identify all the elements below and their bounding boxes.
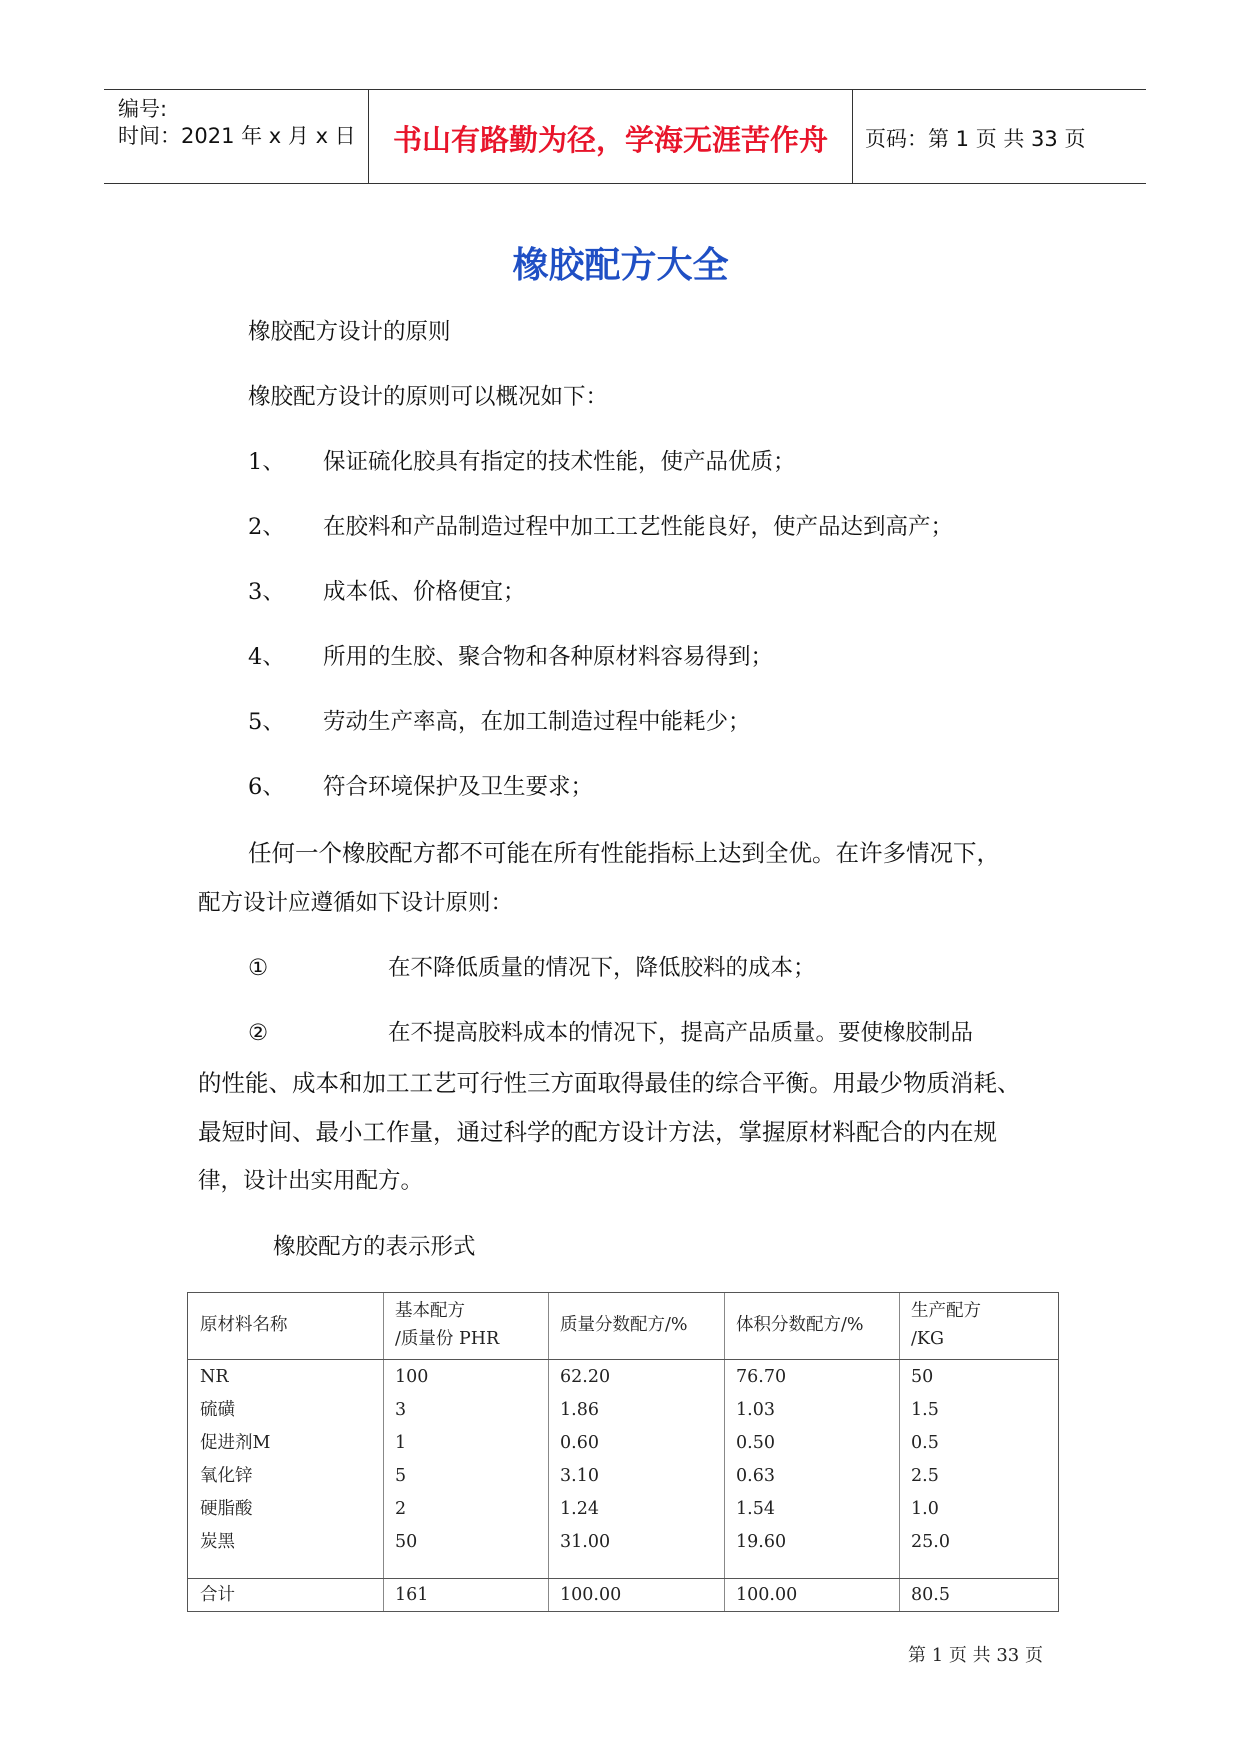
table-header: 质量分数配方/% xyxy=(560,1315,688,1335)
table-total-cell: 161 xyxy=(395,1585,429,1605)
circled-item-number: ② xyxy=(248,1020,269,1046)
table-cell: 促进剂M xyxy=(200,1433,271,1453)
list-item-number: 2、 xyxy=(248,514,285,540)
table-total-cell: 100.00 xyxy=(736,1585,798,1605)
table-cell: 1.0 xyxy=(911,1499,939,1519)
table-cell: 1.24 xyxy=(560,1499,599,1519)
table-cell: 硫磺 xyxy=(200,1400,235,1420)
circled-item-text: 在不降低质量的情况下，降低胶料的成本； xyxy=(388,955,816,981)
list-item-text: 劳动生产率高，在加工制造过程中能耗少； xyxy=(323,709,751,735)
table-cell: 0.60 xyxy=(560,1433,599,1453)
table-cell: 2 xyxy=(395,1499,407,1519)
table-cell: 硬脂酸 xyxy=(200,1499,253,1519)
list-item-number: 6、 xyxy=(248,774,285,800)
table-cell: 50 xyxy=(911,1367,934,1387)
circled-item-text: 在不提高胶料成本的情况下，提高产品质量。要使橡胶制品 xyxy=(388,1020,974,1046)
section-intro: 橡胶配方设计的原则可以概况如下： xyxy=(248,384,609,410)
table-cell: NR xyxy=(200,1367,229,1387)
formula-table xyxy=(187,1292,1059,1612)
table-cell: 62.20 xyxy=(560,1367,611,1387)
circled-item-number: ① xyxy=(248,955,269,981)
table-cell: 76.70 xyxy=(736,1367,787,1387)
list-item-number: 1、 xyxy=(248,449,285,475)
table-cell: 100 xyxy=(395,1367,429,1387)
table-cell: 3 xyxy=(395,1400,407,1420)
header-page-number: 页码：第 1 页 共 33 页 xyxy=(865,127,1086,151)
document-header xyxy=(104,89,1146,184)
table-header: 原材料名称 xyxy=(200,1315,288,1335)
table-cell: 1.5 xyxy=(911,1400,939,1420)
list-item-text: 成本低、价格便宜； xyxy=(323,579,526,605)
table-cell: 31.00 xyxy=(560,1532,611,1552)
paragraph-line: 任何一个橡胶配方都不可能在所有性能指标上达到全优。在许多情况下， xyxy=(248,839,1000,867)
section-heading-formats: 橡胶配方的表示形式 xyxy=(273,1234,476,1260)
table-cell: 5 xyxy=(395,1466,407,1486)
list-item-number: 4、 xyxy=(248,644,285,670)
table-cell: 25.0 xyxy=(911,1532,950,1552)
document-title: 橡胶配方大全 xyxy=(512,245,729,286)
table-cell: 1.03 xyxy=(736,1400,775,1420)
table-cell: 氧化锌 xyxy=(200,1466,253,1486)
list-item-number: 3、 xyxy=(248,579,285,605)
table-total-cell: 80.5 xyxy=(911,1585,950,1605)
page-footer: 第 1 页 共 33 页 xyxy=(908,1645,1043,1666)
table-cell: 3.10 xyxy=(560,1466,599,1486)
table-total-cell: 合计 xyxy=(200,1585,235,1605)
paragraph-line: 最短时间、最小工作量，通过科学的配方设计方法，掌握原材料配合的内在规 xyxy=(198,1118,997,1146)
table-cell: 0.5 xyxy=(911,1433,939,1453)
paragraph-line: 配方设计应遵循如下设计原则： xyxy=(198,890,514,916)
table-header: /KG xyxy=(911,1329,944,1349)
table-cell: 50 xyxy=(395,1532,418,1552)
header-page-cell xyxy=(853,90,1146,183)
table-header: 体积分数配方/% xyxy=(736,1315,864,1335)
table-cell: 19.60 xyxy=(736,1532,787,1552)
list-item-text: 在胶料和产品制造过程中加工工艺性能良好，使产品达到高产； xyxy=(323,514,954,540)
table-cell: 1.86 xyxy=(560,1400,599,1420)
paragraph-line: 的性能、成本和加工工艺可行性三方面取得最佳的综合平衡。用最少物质消耗、 xyxy=(198,1069,1021,1097)
table-cell: 1.54 xyxy=(736,1499,775,1519)
header-motto: 书山有路勤为径，学海无涯苦作舟 xyxy=(392,123,828,157)
header-meta-cell xyxy=(104,90,369,183)
table-header: /质量份 PHR xyxy=(395,1329,500,1349)
list-item-text: 符合环境保护及卫生要求； xyxy=(323,774,594,800)
list-item-text: 保证硫化胶具有指定的技术性能，使产品优质； xyxy=(323,449,796,475)
list-item-text: 所用的生胶、聚合物和各种原材料容易得到； xyxy=(323,644,774,670)
table-cell: 0.50 xyxy=(736,1433,775,1453)
table-cell: 2.5 xyxy=(911,1466,939,1486)
table-cell: 0.63 xyxy=(736,1466,775,1486)
document-number-label: 编号: xyxy=(118,97,168,121)
list-item-number: 5、 xyxy=(248,709,285,735)
table-cell: 1 xyxy=(395,1433,407,1453)
section-heading-principles: 橡胶配方设计的原则 xyxy=(248,319,451,345)
paragraph-line: 律，设计出实用配方。 xyxy=(198,1168,424,1194)
table-header: 生产配方 xyxy=(911,1301,981,1321)
table-cell: 炭黑 xyxy=(200,1532,235,1552)
document-time-label: 时间：2021 年 x 月 x 日 xyxy=(118,124,356,148)
table-header: 基本配方 xyxy=(395,1301,465,1321)
table-total-cell: 100.00 xyxy=(560,1585,622,1605)
header-motto-cell xyxy=(369,90,853,183)
